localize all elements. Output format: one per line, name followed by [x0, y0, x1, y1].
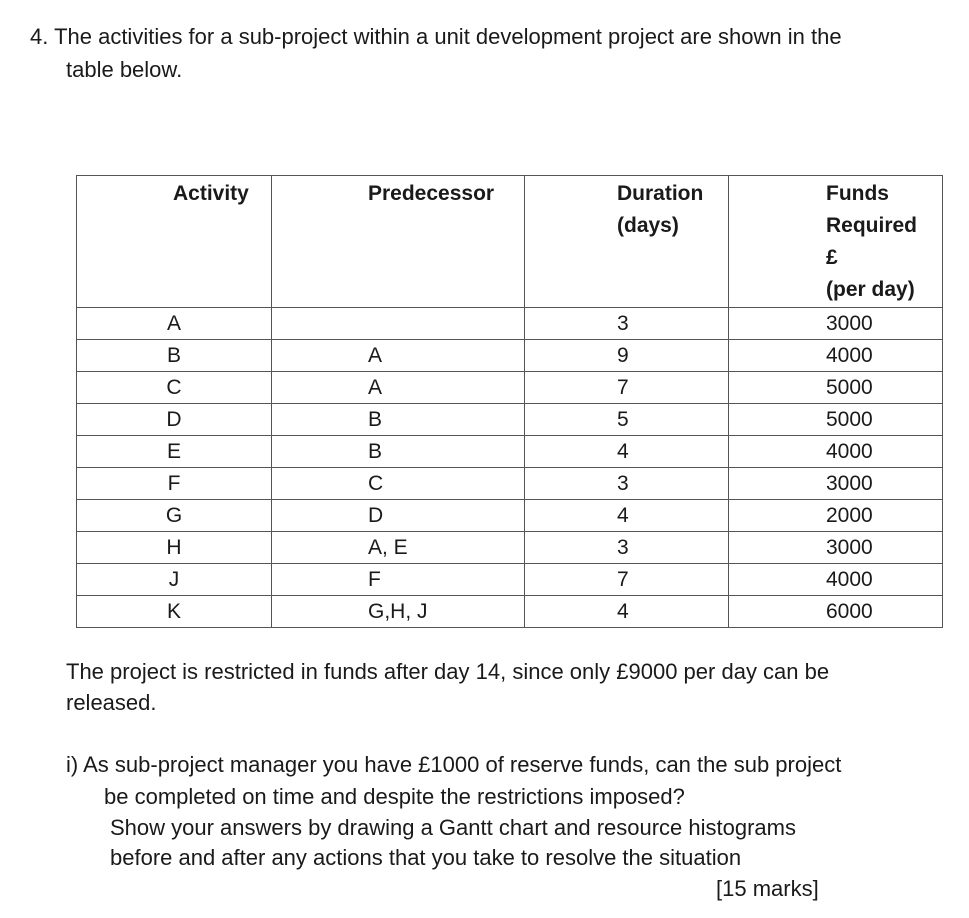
cell-activity: H	[77, 532, 272, 564]
header-predecessor: Predecessor	[272, 176, 525, 308]
cell-activity: K	[77, 596, 272, 628]
table-header-row	[77, 176, 943, 308]
part-i-line-2: be completed on time and despite the restrictions imposed?	[104, 784, 685, 809]
cell-activity: J	[77, 564, 272, 596]
cell-activity: E	[77, 436, 272, 468]
question-intro-line-2: table below.	[66, 57, 183, 82]
cell-predecessor	[272, 308, 525, 340]
table-row	[77, 372, 943, 404]
cell-predecessor: C	[272, 468, 525, 500]
cell-activity: F	[77, 468, 272, 500]
header-activity: Activity	[77, 176, 272, 308]
cell-funds: 6000	[729, 596, 943, 628]
cell-predecessor: F	[272, 564, 525, 596]
table-row	[77, 468, 943, 500]
table-row	[77, 564, 943, 596]
cell-predecessor: A, E	[272, 532, 525, 564]
table-row	[77, 340, 943, 372]
cell-duration: 4	[525, 500, 729, 532]
cell-funds: 4000	[729, 564, 943, 596]
cell-funds: 3000	[729, 532, 943, 564]
cell-predecessor: B	[272, 436, 525, 468]
header-funds: Funds Required £ (per day)	[729, 176, 943, 308]
cell-funds: 5000	[729, 372, 943, 404]
cell-activity: C	[77, 372, 272, 404]
cell-funds: 3000	[729, 308, 943, 340]
cell-activity: A	[77, 308, 272, 340]
cell-duration: 4	[525, 436, 729, 468]
cell-duration: 7	[525, 564, 729, 596]
cell-predecessor: A	[272, 340, 525, 372]
cell-funds: 2000	[729, 500, 943, 532]
cell-duration: 9	[525, 340, 729, 372]
table-row	[77, 308, 943, 340]
cell-funds: 4000	[729, 340, 943, 372]
cell-duration: 3	[525, 308, 729, 340]
question-intro-line-1: 4. The activities for a sub-project within a unit development project are shown in the	[30, 24, 842, 49]
cell-funds: 5000	[729, 404, 943, 436]
restriction-line-2: released.	[66, 690, 157, 715]
cell-predecessor: D	[272, 500, 525, 532]
part-i-line-4: before and after any actions that you take to resolve the situation	[110, 845, 742, 870]
cell-activity: G	[77, 500, 272, 532]
cell-funds: 3000	[729, 468, 943, 500]
cell-activity: D	[77, 404, 272, 436]
cell-predecessor: B	[272, 404, 525, 436]
table-row	[77, 500, 943, 532]
header-duration: Duration (days)	[525, 176, 729, 308]
table-row	[77, 532, 943, 564]
cell-duration: 4	[525, 596, 729, 628]
table-row	[77, 404, 943, 436]
table-row	[77, 596, 943, 628]
marks-label: [15 marks]	[716, 876, 819, 901]
cell-duration: 7	[525, 372, 729, 404]
cell-predecessor: A	[272, 372, 525, 404]
cell-activity: B	[77, 340, 272, 372]
table-row	[77, 436, 943, 468]
cell-duration: 3	[525, 532, 729, 564]
cell-funds: 4000	[729, 436, 943, 468]
restriction-line-1: The project is restricted in funds after day 14, since only £9000 per day can be	[66, 659, 830, 684]
cell-duration: 3	[525, 468, 729, 500]
activities-table	[76, 175, 943, 628]
cell-predecessor: G,H, J	[272, 596, 525, 628]
part-i-line-1: i) As sub-project manager you have £1000 of reserve funds, can the sub project	[66, 752, 842, 777]
cell-duration: 5	[525, 404, 729, 436]
part-i-line-3: Show your answers by drawing a Gantt chart and resource histograms	[110, 815, 796, 840]
